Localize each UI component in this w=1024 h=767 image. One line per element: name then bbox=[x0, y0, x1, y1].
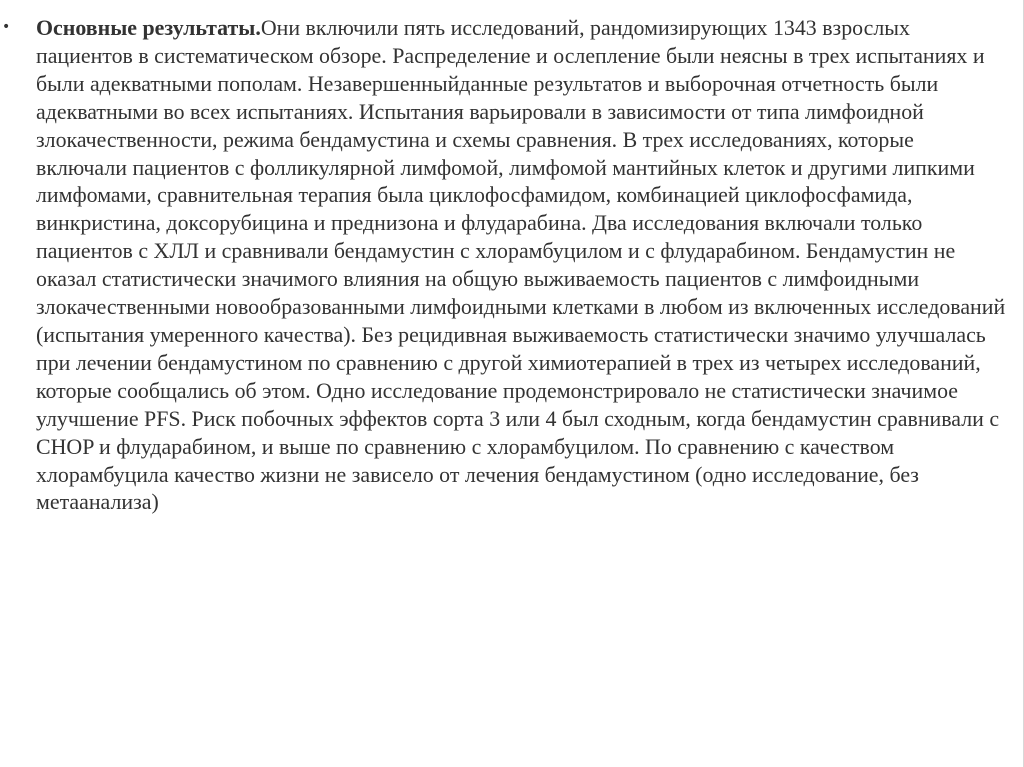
bullet-body-text: Они включили пять исследований, рандомизирующих 1343 взрослых пациентов в систематическом обзоре. Распределение и ослепление были неясны в трех испытаниях и были адекватными пополам. Незавершенныйданные результатов и выборочная отчетность были адекватными во всех испытаниях. Испытания варьировали в зависимости от типа лимфоидной злокачественности, режима бендамустина и схемы сравнения. В трех исследованиях, которые включали пациентов с фолликулярной лимфомой, лимфомой мантийных клеток и другими липкими лимфомами, сравнительная терапия была циклофосфамидом, комбинацией циклофосфамида, винкристина, доксорубицина и преднизона и флударабина. Два исследования включали только пациентов с ХЛЛ и сравнивали бендамустин с хлорамбуцилом и с флударабином. Бендамустин не оказал статистически значимого влияния на общую выживаемость пациентов с лимфоидными злокачественными новообразованными лимфоидными клетками в любом из включенных исследований (испытания умеренного качества). Без рецидивная выживаемость статистически значимо улучшалась при лечении бендамустином по сравнению с другой химиотерапией в трех из четырех исследований, которые сообщались об этом. Одно исследование продемонстрировало не статистически значимое улучшение PFS. Риск побочных эффектов сорта 3 или 4 был сходным, когда бендамустин сравнивали с CHOP и флударабином, и выше по сравнению с хлорамбуцилом. По сравнению с качеством хлорамбуцила качество жизни не зависело от лечения бендамустином (одно исследование, без метаанализа) bbox=[36, 15, 1006, 515]
bullet-item-main-results bbox=[0, 14, 1010, 516]
bullet-list bbox=[0, 14, 1010, 516]
bullet-lead-bold: Основные результаты. bbox=[36, 15, 261, 40]
bullet-marker: • bbox=[2, 19, 11, 35]
